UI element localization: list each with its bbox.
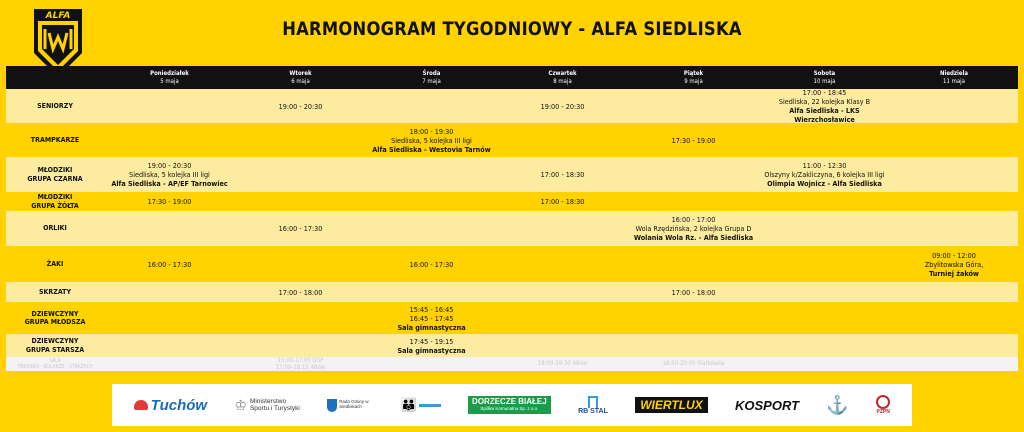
schedule-cell xyxy=(366,123,497,157)
schedule-cell xyxy=(366,89,497,123)
cell-line: Turniej żaków xyxy=(929,268,979,278)
schedule-cell xyxy=(628,282,759,302)
schedule-cell xyxy=(890,334,1018,357)
day-header-2 xyxy=(366,66,497,89)
schedule-cell xyxy=(104,282,235,302)
schedule-cell xyxy=(628,192,759,211)
group-label-8 xyxy=(6,334,104,357)
cell-line: 16:00 - 17:30 xyxy=(409,259,454,269)
cell-line: 17:00 - 18:30 xyxy=(540,170,585,179)
cell-line: Olszyny k/Zakliczyna, 6 kolejka III ligi xyxy=(764,170,885,179)
cell-line: 17:00 - 18:00 xyxy=(278,287,323,297)
schedule-cell xyxy=(628,302,759,334)
schedule-cell xyxy=(235,89,366,123)
schedule-cell xyxy=(628,89,759,123)
schedule-cell xyxy=(235,246,366,282)
schedule-cell xyxy=(628,157,759,192)
schedule-cell xyxy=(759,302,890,334)
group-label-7 xyxy=(6,302,104,334)
day-header-3 xyxy=(497,66,628,89)
sponsor-pzpn: PZPN xyxy=(876,395,890,415)
cell-line: 17:00 - 18:00 xyxy=(671,287,716,297)
sponsor-kosport: KOSPORT xyxy=(735,397,800,413)
group-label-0 xyxy=(6,89,104,123)
schedule-cell xyxy=(759,246,890,282)
cell-line: SKRZATY xyxy=(38,287,72,296)
schedule-cell xyxy=(890,123,1018,157)
cell-line: TRAMPKARZE xyxy=(30,135,80,144)
cell-line: SALA xyxy=(49,357,61,364)
ghost-cell xyxy=(628,357,759,371)
group-label-6 xyxy=(6,282,104,302)
group-label-3 xyxy=(6,192,104,211)
schedule-cell xyxy=(366,246,497,282)
cell-line: Sala gimnastyczna xyxy=(397,322,466,332)
cell-line: 16:00 - 17:30 xyxy=(147,259,192,269)
schedule-cell xyxy=(497,192,628,211)
schedule-cell xyxy=(235,334,366,357)
sponsors-bar xyxy=(112,384,912,426)
schedule-cell xyxy=(628,334,759,357)
day-header-4 xyxy=(628,66,759,89)
day-name: Środa xyxy=(422,70,441,78)
cell-line: DZIEWCZYNY xyxy=(31,309,79,318)
cell-line: Siedliska, 5 kolejka III ligi xyxy=(129,170,210,179)
header-corner xyxy=(6,66,104,89)
ghost-row-label xyxy=(6,357,104,371)
cell-line: Alfa Siedliska - LKS Wierzchosławice xyxy=(789,106,860,123)
cell-line: 16:00 - 17:30 xyxy=(278,224,323,233)
cell-line: TRENINGI - KOLARZE - STRAŻACY xyxy=(17,364,93,370)
cell-line: 19:00 - 20:30 xyxy=(278,101,323,111)
schedule-cell xyxy=(235,123,366,157)
cell-line: 11:00 - 12:30 xyxy=(802,161,847,170)
cell-line: 19:00 - 20:30 xyxy=(540,101,585,111)
schedule-cell xyxy=(759,89,890,123)
schedule-cell xyxy=(759,192,890,211)
schedule-cell xyxy=(628,123,759,157)
cell-line: Wolania Wola Rz. - Alfa Siedliska xyxy=(633,233,754,242)
sponsor-rada-gminy: Rada Gminy w Siedliskach xyxy=(327,399,373,412)
group-label-5 xyxy=(6,246,104,282)
sponsor-wiertlux: WIERTLUX xyxy=(635,397,707,413)
schedule-cell xyxy=(759,282,890,302)
day-name: Wtorek xyxy=(289,70,312,78)
schedule-cell xyxy=(366,302,497,334)
schedule-table xyxy=(6,66,1018,371)
pzpn-eagle-icon xyxy=(876,395,890,409)
sponsor-rb-stal: RB STAL xyxy=(578,396,608,415)
page-title: HARMONOGRAM TYGODNIOWY - ALFA SIEDLISKA xyxy=(282,18,742,40)
schedule-cell xyxy=(890,192,1018,211)
schedule-cell xyxy=(628,246,759,282)
cell-line: Wola Rzędzińska, 2 kolejka Grupa D xyxy=(635,224,752,233)
schedule-cell xyxy=(104,123,235,157)
cell-line: MŁODZIKI xyxy=(37,193,73,202)
cell-line: 18:30-20:00 Siatkówka xyxy=(662,360,725,368)
cell-line: Zbylitowska Góra, xyxy=(924,259,984,269)
schedule-cell xyxy=(497,282,628,302)
day-date: 8 maja xyxy=(553,77,572,85)
cell-line: GRUPA MŁODSZA xyxy=(24,318,86,326)
schedule-cell xyxy=(366,192,497,211)
eagle-icon: ♔ xyxy=(234,396,247,413)
cell-line: 18:00-19:30 48ów xyxy=(537,360,588,368)
schedule-cell xyxy=(890,157,1018,192)
cell-line: Olimpia Wojnicz - Alfa Siedliska xyxy=(767,179,882,188)
cell-line: DZIEWCZYNY xyxy=(31,337,79,346)
cell-line: 17:00 - 18:30 xyxy=(540,197,585,206)
sponsor-tuchow: Tuchów xyxy=(134,397,207,414)
cell-line: ORLIKI xyxy=(43,224,67,233)
cell-line: 15:00-17:00 OSP xyxy=(277,357,324,364)
day-header-5 xyxy=(759,66,890,89)
cell-line: GRUPA STARSZA xyxy=(25,345,85,354)
day-date: 9 maja xyxy=(684,77,703,85)
schedule-cell xyxy=(497,123,628,157)
sponsor-dorzecze-bialej: DORZECZE BIAŁEJ Spółka Komunalna Sp. z o.o. xyxy=(468,396,551,414)
cell-line: Alfa Siedliska - Westovia Tarnów xyxy=(372,144,491,154)
cell-line: SENIORZY xyxy=(37,101,73,110)
schedule-cell xyxy=(497,334,628,357)
cell-line: Siedliska, 5 kolejka III ligi xyxy=(391,135,472,145)
ghost-cell xyxy=(366,357,497,371)
cell-line: 17:30 - 19:00 xyxy=(671,135,716,145)
schedule-cell xyxy=(104,302,235,334)
cell-line: 17:00 - 18:45 xyxy=(802,89,847,97)
cell-line: 19:00 - 20:30 xyxy=(147,161,192,170)
schedule-cell xyxy=(235,282,366,302)
day-date: 7 maja xyxy=(422,77,441,85)
schedule-cell xyxy=(235,192,366,211)
ghost-cell xyxy=(497,357,628,371)
schedule-cell xyxy=(497,211,628,246)
day-header-6 xyxy=(890,66,1018,89)
crest-icon xyxy=(327,399,337,412)
sponsor-ministerstwo: ♔ Ministerstwo Sportu i Turystyki xyxy=(234,396,300,413)
schedule-cell xyxy=(104,334,235,357)
schedule-cell xyxy=(104,157,235,192)
day-date: 11 maja xyxy=(943,77,965,85)
cell-line: 17:45 - 19:15 xyxy=(409,336,454,346)
schedule-cell xyxy=(759,211,890,246)
cell-line: Sala gimnastyczna xyxy=(397,345,466,355)
day-name: Niedziela xyxy=(939,70,969,78)
cell-line: GRUPA ŻÓŁTA xyxy=(31,201,79,210)
cell-line: 16:00 - 17:00 xyxy=(671,215,716,224)
ghost-cell xyxy=(235,357,366,371)
schedule-cell xyxy=(497,157,628,192)
schedule-cell xyxy=(890,282,1018,302)
schedule-cell xyxy=(104,246,235,282)
schedule-cell xyxy=(628,211,759,246)
day-date: 6 maja xyxy=(291,77,310,85)
schedule-cell xyxy=(235,157,366,192)
schedule-cell xyxy=(759,157,890,192)
day-name: Czwartek xyxy=(548,70,577,78)
cell-line: MŁODZIKI xyxy=(37,166,73,175)
schedule-cell xyxy=(497,246,628,282)
day-header-1 xyxy=(235,66,366,89)
cell-line: 17:00-18:15 48ów xyxy=(275,364,326,371)
rb-stal-icon xyxy=(588,396,598,408)
schedule-cell xyxy=(366,211,497,246)
schedule-cell xyxy=(890,246,1018,282)
schedule-cell xyxy=(104,89,235,123)
logo-text: ALFA xyxy=(45,11,71,21)
schedule-cell xyxy=(497,89,628,123)
ghost-cell xyxy=(890,357,1018,371)
schedule-cell xyxy=(759,123,890,157)
schedule-cell xyxy=(890,302,1018,334)
day-date: 10 maja xyxy=(813,77,836,85)
cell-line: 09:00 - 12:00 xyxy=(932,250,976,260)
ghost-cell xyxy=(759,357,890,371)
cell-line: ŻAKI xyxy=(46,259,64,268)
day-name: Sobota xyxy=(813,70,836,78)
schedule-cell xyxy=(497,302,628,334)
schedule-cell xyxy=(235,302,366,334)
sponsor-kids-logo xyxy=(401,397,441,413)
schedule-cell xyxy=(104,192,235,211)
schedule-cell xyxy=(890,211,1018,246)
day-name: Poniedziałek xyxy=(150,70,189,78)
cell-line: GRUPA CZARNA xyxy=(27,174,83,183)
schedule-cell xyxy=(366,282,497,302)
group-label-4 xyxy=(6,211,104,246)
anchor-icon: ⚓ xyxy=(826,394,849,415)
schedule-cell xyxy=(890,89,1018,123)
day-date: 5 maja xyxy=(160,77,179,85)
cell-line: 16:45 - 17:45 xyxy=(409,313,454,323)
cell-line: Alfa Siedliska - AP/EF Tarnowiec xyxy=(111,179,228,188)
schedule-cell xyxy=(235,211,366,246)
cell-line: Siedliska, 22 kolejka Klasy B xyxy=(778,97,871,106)
group-label-2 xyxy=(6,157,104,192)
day-name: Piątek xyxy=(683,70,704,78)
people-icon: 👪 xyxy=(400,397,417,412)
schedule-cell xyxy=(366,334,497,357)
cell-line: 17:30 - 19:00 xyxy=(147,197,192,206)
cell-line: 18:00 - 19:30 xyxy=(409,126,454,136)
ghost-cell xyxy=(104,357,235,371)
tuchow-icon xyxy=(134,400,148,410)
schedule-cell xyxy=(104,211,235,246)
schedule-cell xyxy=(366,157,497,192)
sponsor-anchor-logo xyxy=(826,395,848,416)
day-header-0 xyxy=(104,66,235,89)
schedule-cell xyxy=(759,334,890,357)
group-label-1 xyxy=(6,123,104,157)
cell-line: 15:45 - 16:45 xyxy=(409,304,454,314)
